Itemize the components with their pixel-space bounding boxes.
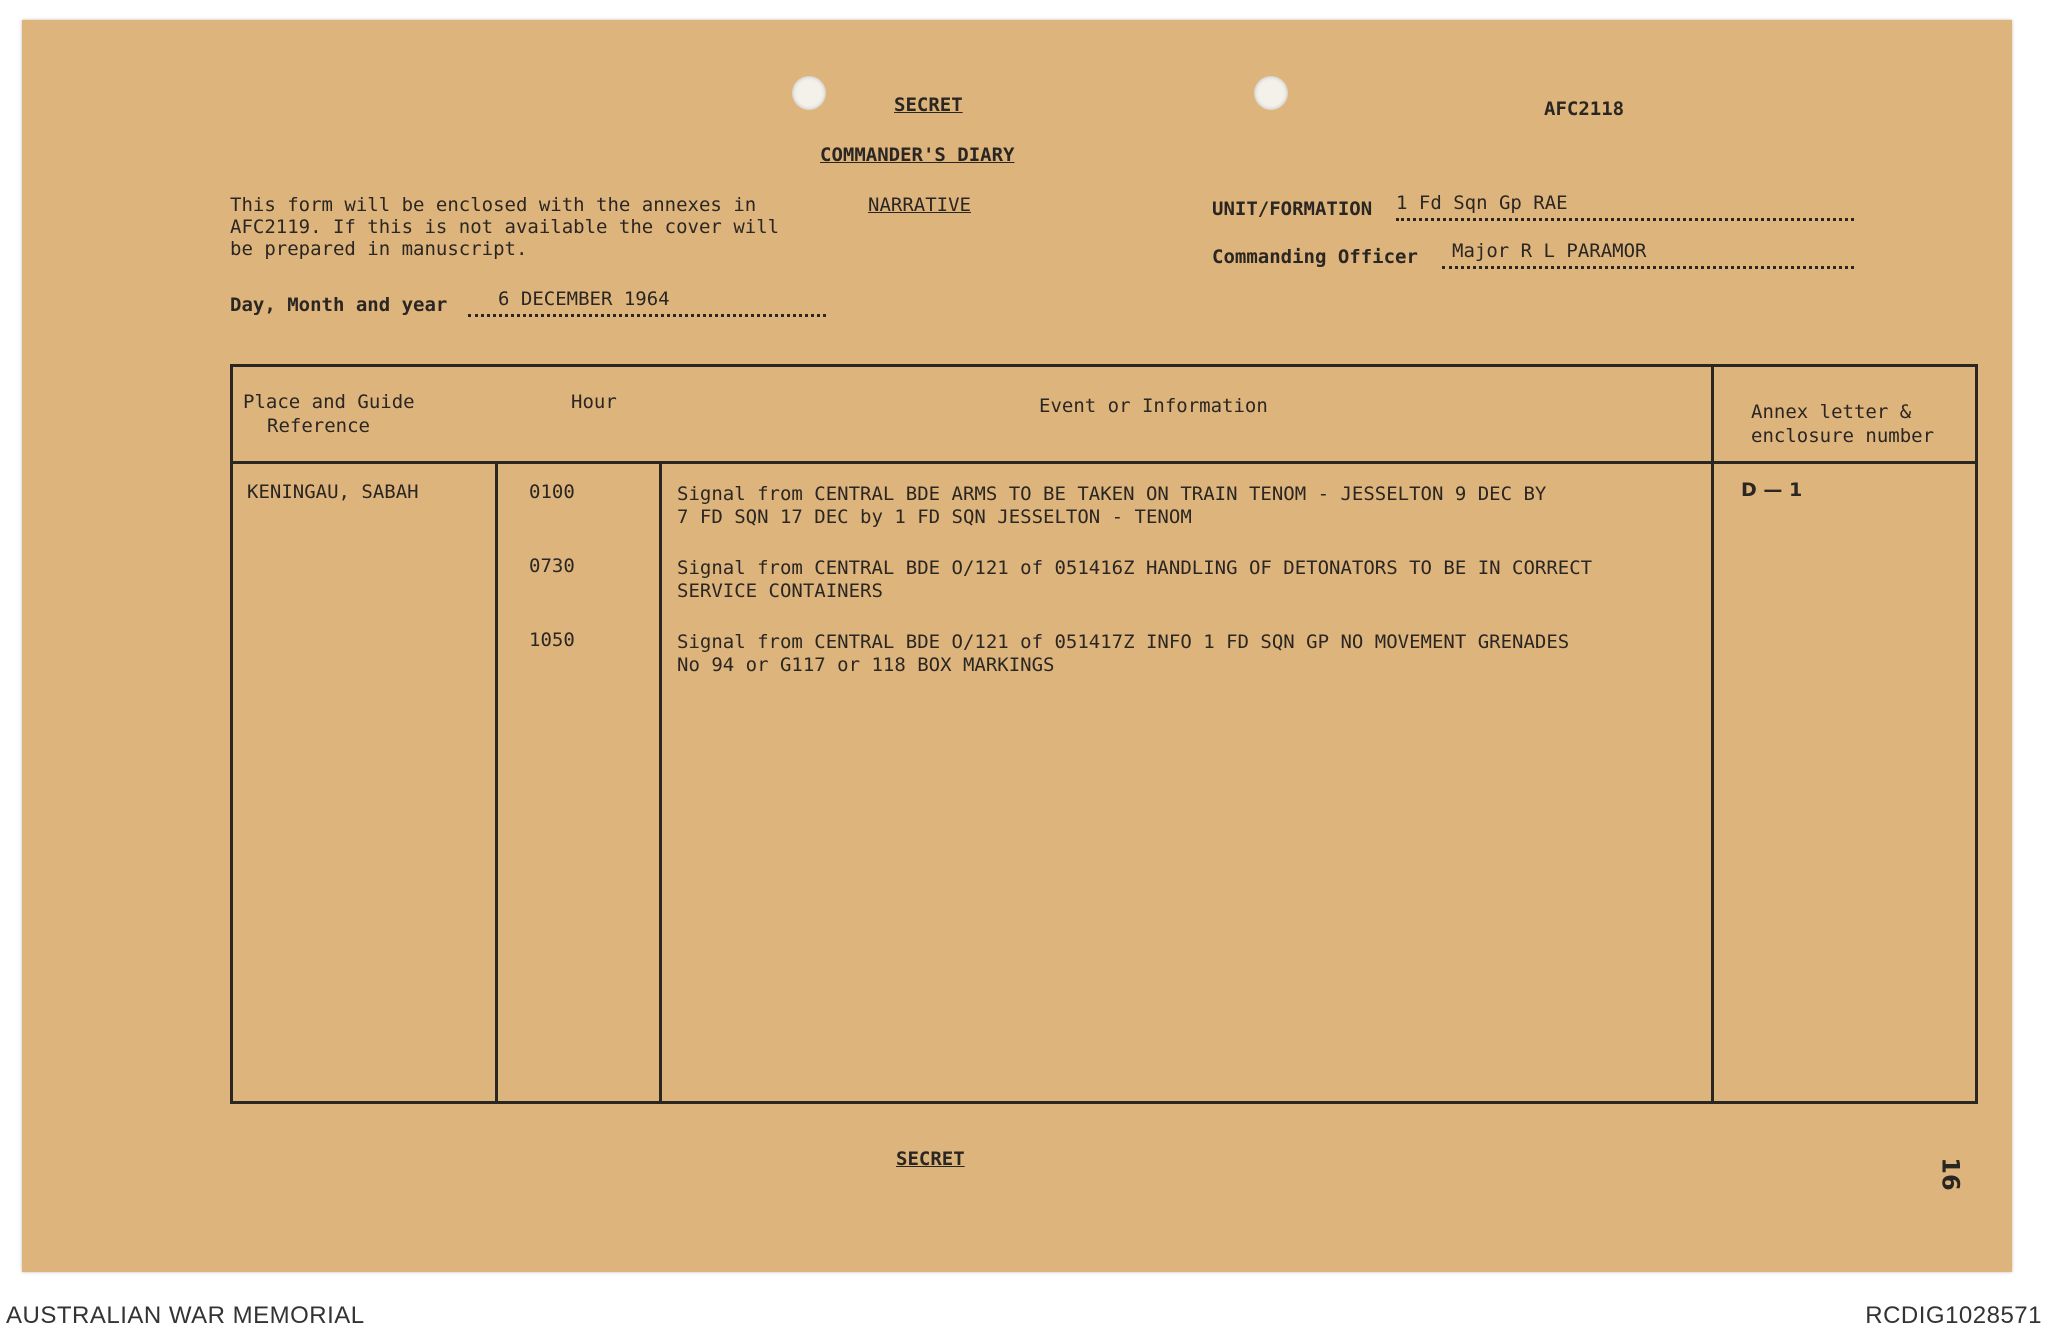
narrative-label: NARRATIVE xyxy=(868,194,971,216)
row-3-hour: 1050 xyxy=(529,629,575,651)
column-header-hour: Hour xyxy=(571,391,617,413)
column-header-event: Event or Information xyxy=(1039,395,1268,417)
unit-label: UNIT/FORMATION xyxy=(1212,198,1373,220)
column-header-annex-line-1: Annex letter & xyxy=(1751,401,1912,423)
column-divider-1 xyxy=(495,461,498,1101)
row-1-hour: 0100 xyxy=(529,481,575,503)
row-3-event-line-1: Signal from CENTRAL BDE O/121 of 051417Z INFO 1 FD SQN GP NO MOVEMENT GRENADES xyxy=(677,631,1570,653)
row-1-event-line-2: 7 FD SQN 17 DEC by 1 FD SQN JESSELTON - TENOM xyxy=(677,506,1192,528)
diary-table xyxy=(230,364,1978,1104)
classification-bottom: SECRET xyxy=(896,1148,965,1170)
date-dotted-line xyxy=(468,314,826,317)
column-header-annex-line-2: enclosure number xyxy=(1751,425,1935,447)
date-value: 6 DECEMBER 1964 xyxy=(498,288,670,310)
instruction-line-1: This form will be enclosed with the annexes in xyxy=(230,194,757,216)
date-label: Day, Month and year xyxy=(230,294,448,316)
annex-cell: D — 1 xyxy=(1741,479,1803,501)
column-header-place-line-2: Reference xyxy=(267,415,370,437)
row-2-hour: 0730 xyxy=(529,555,575,577)
unit-dotted-line xyxy=(1396,218,1854,221)
column-header-place-line-1: Place and Guide xyxy=(243,391,415,413)
row-3-event-line-2: No 94 or G117 or 118 BOX MARKINGS xyxy=(677,654,1055,676)
punch-hole-right xyxy=(1254,76,1288,110)
row-2-event-line-2: SERVICE CONTAINERS xyxy=(677,580,883,602)
page-mark: 16 xyxy=(1936,1157,1965,1191)
instruction-line-2: AFC2119. If this is not available the cover will xyxy=(230,216,780,238)
co-label: Commanding Officer xyxy=(1212,246,1418,268)
form-title: COMMANDER'S DIARY xyxy=(820,144,1015,166)
place-cell: KENINGAU, SABAH xyxy=(247,481,419,503)
co-value: Major R L PARAMOR xyxy=(1452,240,1647,262)
row-1-event-line-1: Signal from CENTRAL BDE ARMS TO BE TAKEN ON TRAIN TENOM - JESSELTON 9 DEC BY xyxy=(677,483,1547,505)
classification-top: SECRET xyxy=(894,94,963,116)
footer-archive-name: AUSTRALIAN WAR MEMORIAL xyxy=(6,1302,365,1329)
co-dotted-line xyxy=(1442,266,1854,269)
form-number: AFC2118 xyxy=(1544,98,1625,120)
column-divider-3 xyxy=(1711,367,1714,1101)
instruction-line-3: be prepared in manuscript. xyxy=(230,238,528,260)
column-divider-2 xyxy=(659,461,662,1101)
unit-value: 1 Fd Sqn Gp RAE xyxy=(1396,192,1568,214)
footer-record-id: RCDIG1028571 xyxy=(1865,1302,2042,1329)
punch-hole-left xyxy=(792,76,826,110)
row-2-event-line-1: Signal from CENTRAL BDE O/121 of 051416Z HANDLING OF DETONATORS TO BE IN CORRECT xyxy=(677,557,1593,579)
